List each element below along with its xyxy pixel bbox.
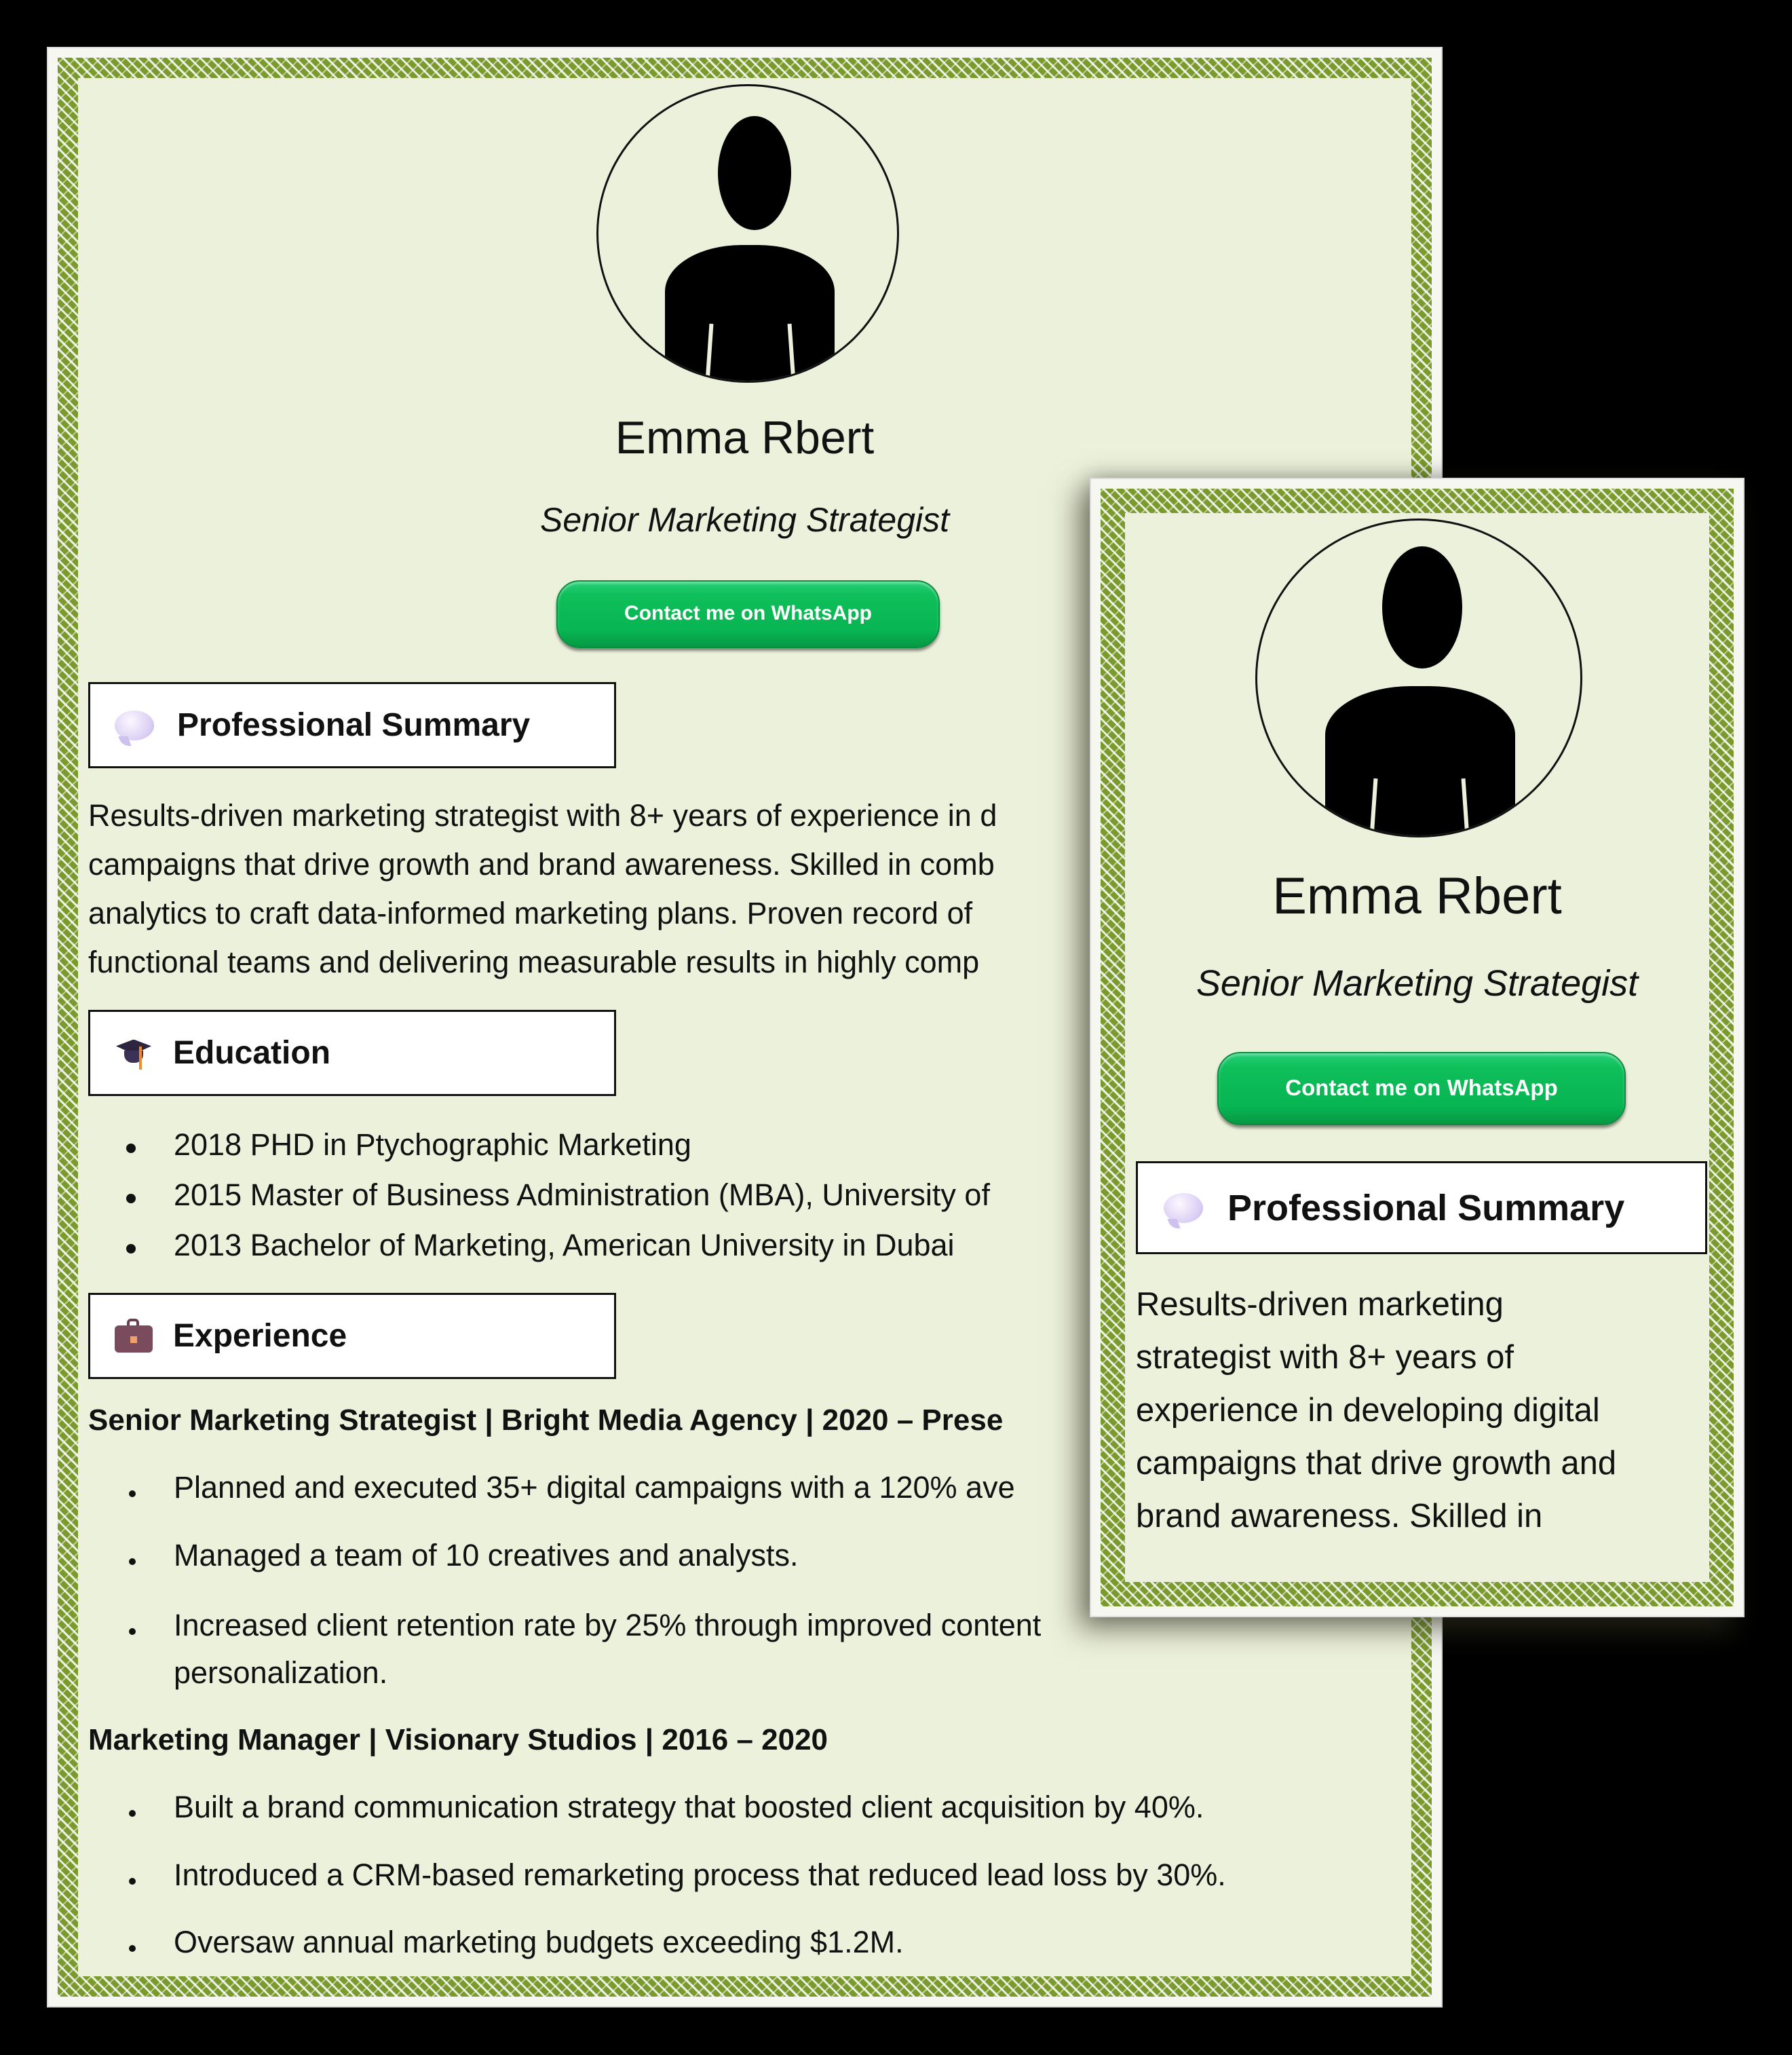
whatsapp-contact-button[interactable]: Contact me on WhatsApp — [1217, 1052, 1626, 1125]
experience-bullet: Planned and executed 35+ digital campaigns with a 120% ave — [88, 1470, 1015, 1505]
candidate-name: Emma Rbert — [1272, 867, 1562, 925]
speech-bubble-icon — [1164, 1193, 1203, 1223]
summary-line: functional teams and delivering measurable results in highly comp — [88, 945, 980, 979]
summary-line: Results-driven marketing strategist with 8+ years of experience in d — [88, 798, 997, 833]
candidate-name: Emma Rbert — [615, 412, 875, 464]
section-title: Professional Summary — [1227, 1187, 1625, 1228]
job-title: Marketing Manager | Visionary Studios | 2016 – 2020 — [88, 1723, 828, 1756]
experience-bullet-continuation: personalization. — [174, 1655, 388, 1690]
mobile-preview-panel — [1090, 478, 1745, 1617]
avatar-body-icon — [665, 245, 835, 383]
avatar-head-icon — [718, 116, 791, 230]
whatsapp-contact-button[interactable]: Contact me on WhatsApp — [556, 580, 940, 648]
section-header-summary — [1136, 1161, 1707, 1254]
summary-line: strategist with 8+ years of — [1136, 1339, 1514, 1376]
job-title: Senior Marketing Strategist | Bright Media Agency | 2020 – Prese — [88, 1403, 1004, 1437]
resume-page-mobile — [1125, 513, 1709, 1582]
experience-bullet: Managed a team of 10 creatives and analysts. — [88, 1538, 799, 1573]
summary-line: campaigns that drive growth and — [1136, 1445, 1617, 1482]
candidate-title: Senior Marketing Strategist — [539, 501, 950, 539]
section-title: Education — [173, 1035, 331, 1071]
briefcase-icon — [115, 1319, 153, 1354]
summary-line: brand awareness. Skilled in — [1136, 1498, 1543, 1534]
education-item: 2018 PHD in Ptychographic Marketing — [88, 1127, 691, 1163]
summary-line: campaigns that drive growth and brand awareness. Skilled in comb — [88, 847, 995, 882]
education-item: 2015 Master of Business Administration (MBA), University of — [88, 1177, 990, 1213]
experience-bullet: Built a brand communication strategy that boosted client acquisition by 40%. — [88, 1790, 1204, 1825]
experience-bullet: Introduced a CRM-based remarketing process that reduced lead loss by 30%. — [88, 1858, 1226, 1893]
avatar-head-icon — [1382, 546, 1462, 668]
summary-line: experience in developing digital — [1136, 1392, 1600, 1429]
graduation-cap-icon — [115, 1034, 153, 1072]
summary-line: analytics to craft data-informed marketing plans. Proven record of — [88, 896, 973, 930]
avatar-body-icon — [1325, 686, 1515, 837]
candidate-title: Senior Marketing Strategist — [1196, 963, 1639, 1004]
section-header-summary — [88, 682, 616, 768]
avatar — [596, 84, 899, 383]
experience-bullet: Increased client retention rate by 25% through improved content — [88, 1608, 1041, 1643]
summary-line: Results-driven marketing — [1136, 1286, 1504, 1323]
education-item: 2013 Bachelor of Marketing, American University in Dubai — [88, 1228, 955, 1263]
speech-bubble-icon — [115, 711, 154, 740]
section-title: Experience — [173, 1318, 347, 1354]
section-header-experience — [88, 1293, 616, 1379]
section-title: Professional Summary — [177, 707, 531, 743]
avatar — [1255, 519, 1582, 837]
experience-bullet: Oversaw annual marketing budgets exceeding $1.2M. — [88, 1925, 904, 1960]
section-header-education — [88, 1010, 616, 1096]
